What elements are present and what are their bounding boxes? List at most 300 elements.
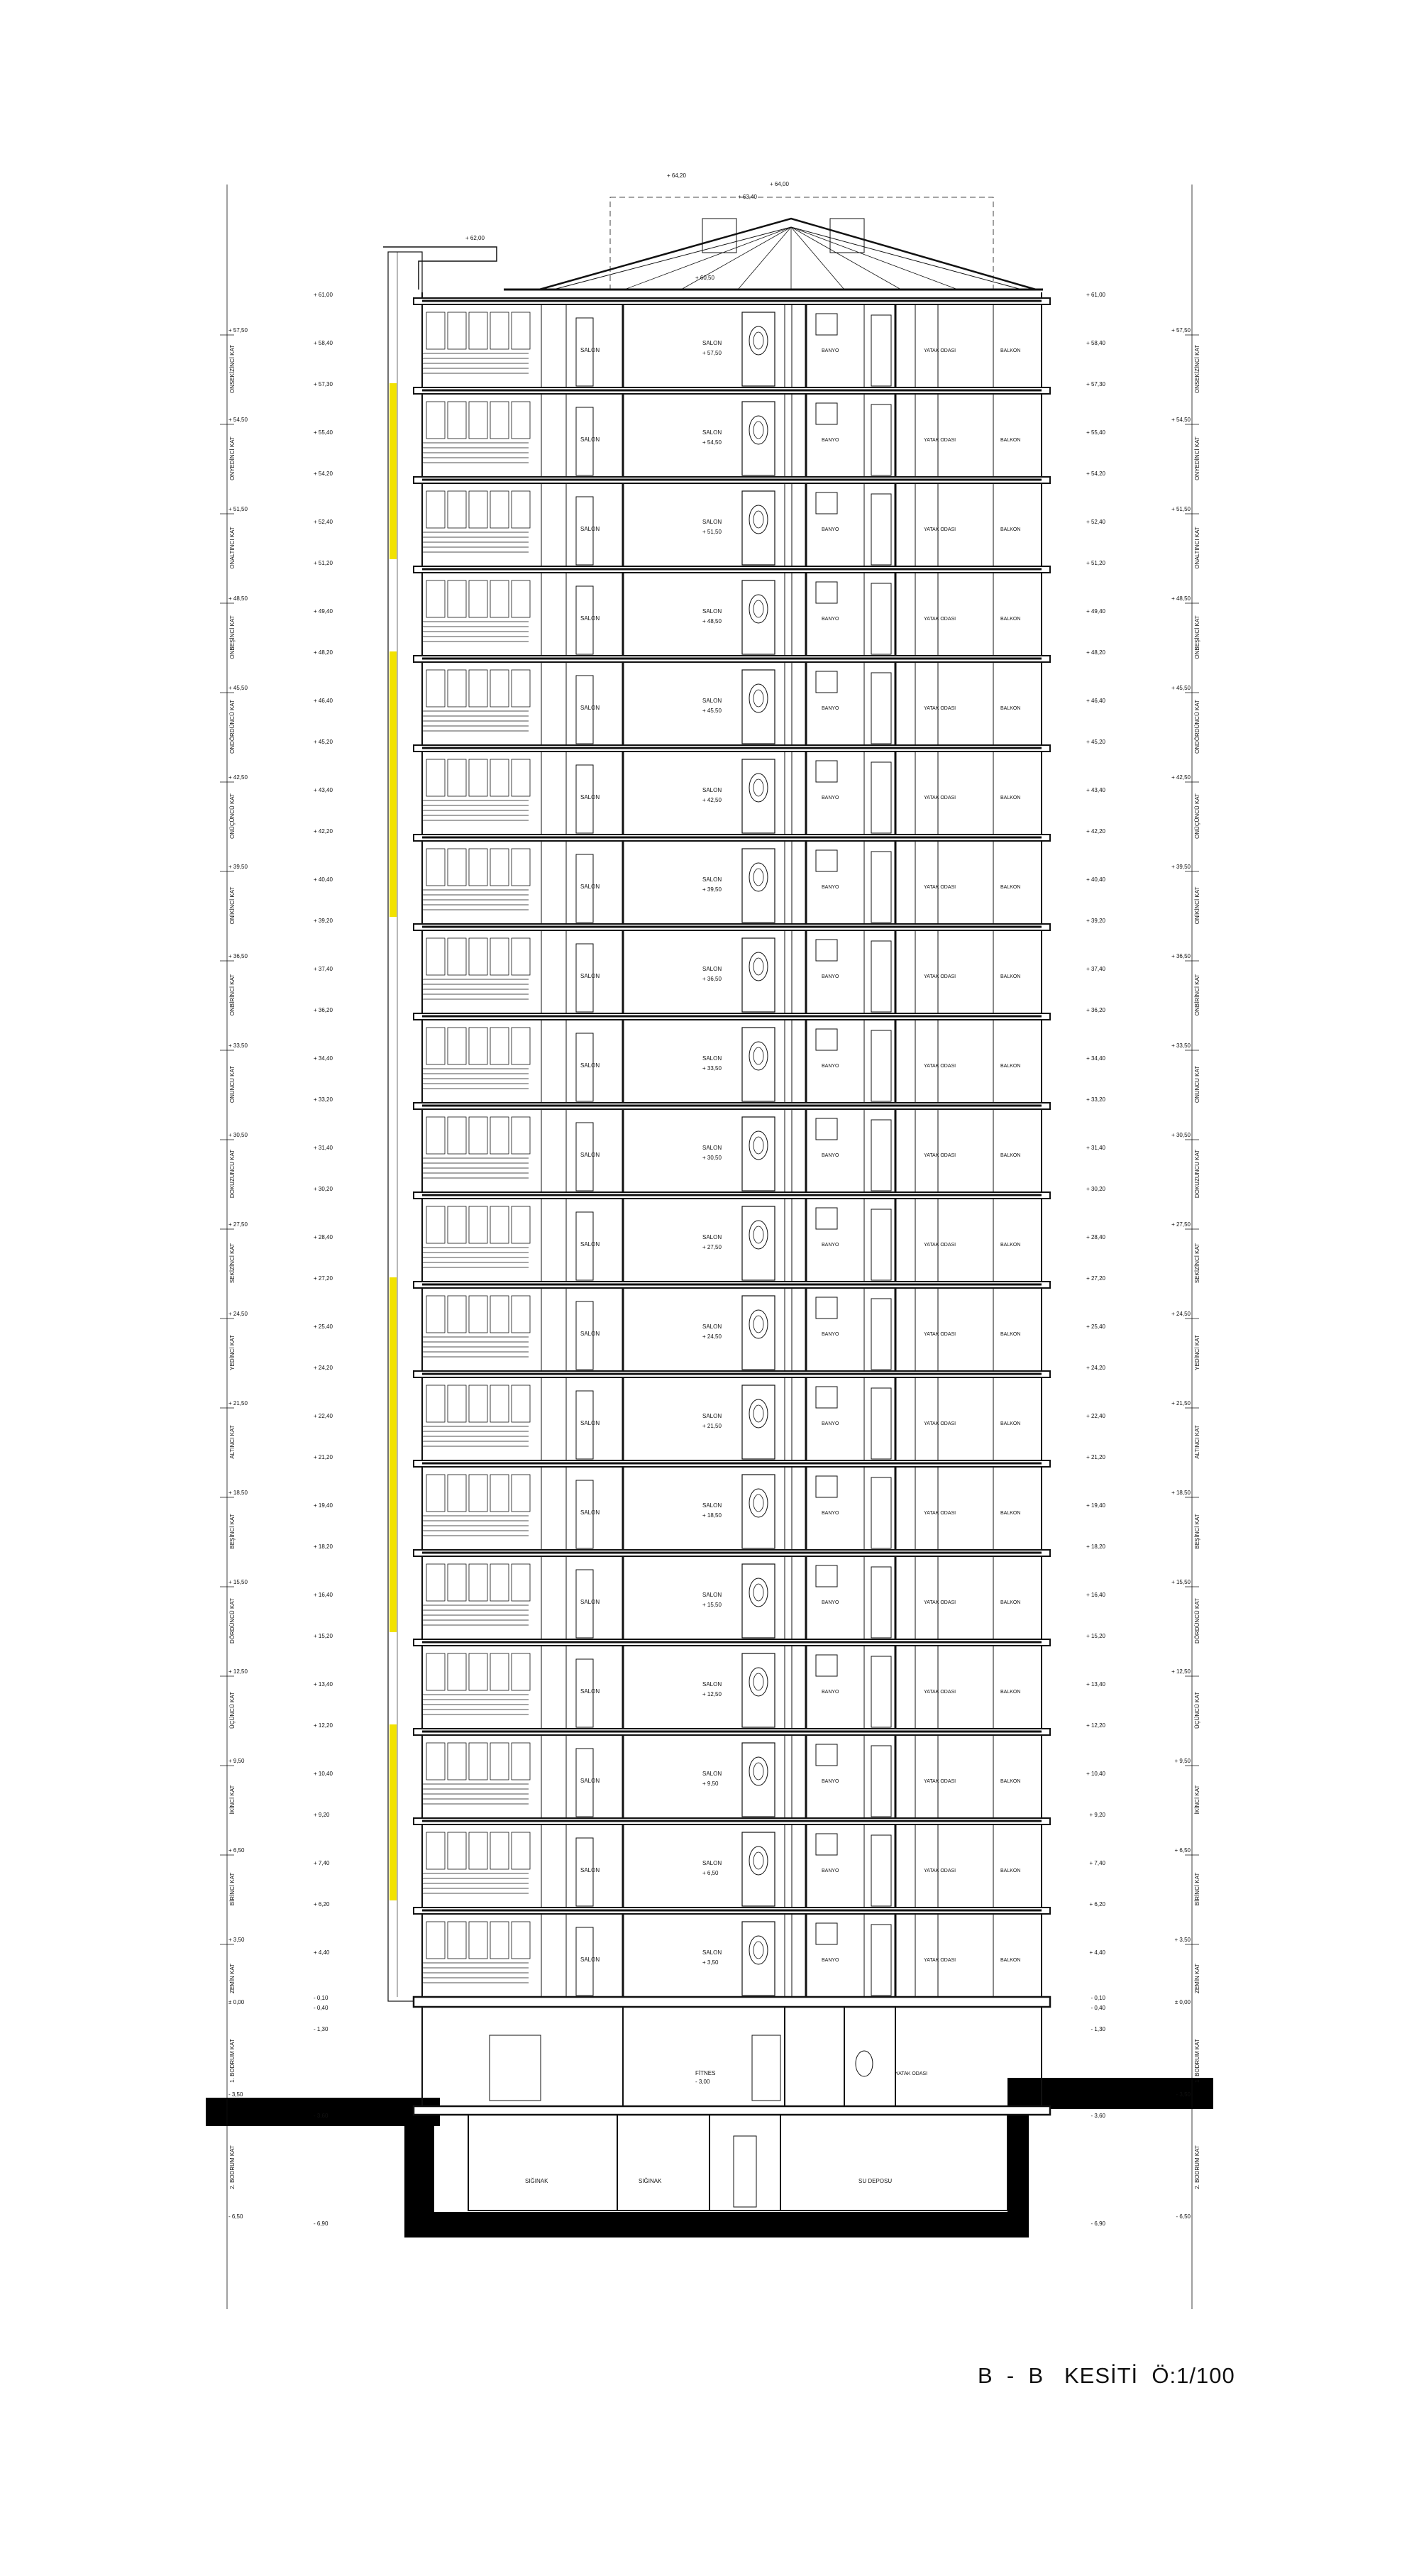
yellow-panel xyxy=(390,1277,397,1632)
door-medallion-inner xyxy=(753,779,763,796)
door-medallion-inner xyxy=(753,1852,763,1869)
roof-outline-dashed xyxy=(610,197,993,290)
window-pane xyxy=(490,1475,509,1512)
room-label-salon: SALON xyxy=(580,1778,600,1784)
door-medallion xyxy=(749,1310,768,1338)
room-label-salon: SALON xyxy=(580,526,600,532)
level-label: + 55,40 xyxy=(314,429,333,436)
floor-name: ONYEDİNCİ KAT xyxy=(229,436,236,480)
window-pane xyxy=(426,1296,445,1333)
floor-name: İKİNCİ KAT xyxy=(229,1785,236,1815)
level-label: - 6,90 xyxy=(1091,2220,1105,2227)
window-pane xyxy=(448,1743,466,1780)
room-label-bedroom: YATAK ODASI xyxy=(924,527,956,532)
room-label-water-tank: SU DEPOSU xyxy=(858,2178,893,2184)
room-label-salon-main: SALON xyxy=(702,966,722,972)
door-medallion xyxy=(749,774,768,802)
room-label-bedroom: YATAK ODASI xyxy=(924,1332,956,1337)
level-label: + 19,40 xyxy=(314,1502,333,1509)
room-label-salon-main: SALON xyxy=(702,519,722,525)
level-label: + 36,20 xyxy=(314,1007,333,1013)
level-label: - 0,40 xyxy=(314,2005,328,2011)
room-label-salon: SALON xyxy=(580,1241,600,1248)
window-pane xyxy=(448,1832,466,1869)
level-label: + 18,50 xyxy=(1171,1490,1191,1496)
level-label: + 25,40 xyxy=(1086,1323,1105,1330)
roof-elevation: + 60,50 xyxy=(695,275,714,281)
room-label-bedroom: YATAK ODASI xyxy=(924,885,956,890)
level-label: + 12,20 xyxy=(314,1722,333,1729)
window-pane xyxy=(426,312,445,349)
door-medallion-inner xyxy=(753,600,763,617)
bath-door xyxy=(871,1746,891,1817)
level-label: + 36,50 xyxy=(228,953,248,959)
floor-name: SEKİZİNCİ KAT xyxy=(1194,1243,1200,1284)
ground-slab xyxy=(414,1997,1050,2007)
window-pane xyxy=(469,938,487,975)
floor-name: ONBEŞİNCİ KAT xyxy=(229,615,236,659)
bath-window xyxy=(816,1476,837,1497)
door-medallion-inner xyxy=(753,1763,763,1780)
right-dimension-column xyxy=(1086,185,1200,2309)
window-pane xyxy=(469,1117,487,1154)
level-label: + 25,40 xyxy=(314,1323,333,1330)
basement1-door xyxy=(752,2035,780,2101)
level-label: - 0,10 xyxy=(1091,1995,1105,2001)
level-label: + 6,50 xyxy=(228,1847,245,1854)
level-label: + 33,20 xyxy=(1086,1096,1105,1103)
bath-window xyxy=(816,1029,837,1050)
floor-name: 2. BODRUM KAT xyxy=(1194,2145,1200,2189)
window-pane xyxy=(490,759,509,796)
level-label: + 54,20 xyxy=(314,470,333,477)
level-label: + 40,40 xyxy=(1086,876,1105,883)
level-label: + 45,50 xyxy=(228,685,248,691)
room-label-salon-main: SALON xyxy=(702,1681,722,1688)
room-label-bedroom: YATAK ODASI xyxy=(924,1511,956,1516)
room-label-balcony: BALKON xyxy=(1000,348,1021,353)
level-label: - 3,50 xyxy=(1176,2091,1191,2098)
level-label: + 43,40 xyxy=(314,787,333,793)
truss-member xyxy=(791,227,844,290)
door-medallion xyxy=(749,505,768,534)
roof-elevation: + 64,00 xyxy=(770,181,789,187)
bath-door xyxy=(871,1656,891,1727)
floor-name: YEDİNCİ KAT xyxy=(229,1335,236,1370)
bath-window xyxy=(816,1923,837,1944)
level-label: + 4,40 xyxy=(314,1949,330,1956)
bath-door xyxy=(871,1477,891,1548)
room-label-bath: BANYO xyxy=(822,348,839,353)
window-pane xyxy=(469,1296,487,1333)
bath-door xyxy=(871,1835,891,1906)
bath-door xyxy=(871,762,891,833)
floor-name: ONDÖRDÜNCÜ KAT xyxy=(1194,700,1200,754)
window-pane xyxy=(469,1922,487,1959)
bath-window xyxy=(816,403,837,424)
room-label-bedroom: YATAK ODASI xyxy=(924,617,956,622)
room-label-salon-main: SALON xyxy=(702,1145,722,1151)
window-pane xyxy=(512,759,530,796)
level-label: + 18,50 xyxy=(228,1490,248,1496)
room-label-salon: SALON xyxy=(580,1867,600,1873)
canopy xyxy=(383,247,497,290)
window-pane xyxy=(490,580,509,617)
level-label: + 24,50 xyxy=(1171,1311,1191,1317)
room-level: + 21,50 xyxy=(702,1423,722,1429)
level-label: + 45,20 xyxy=(1086,739,1105,745)
room-label-bedroom: YATAK ODASI xyxy=(924,1690,956,1695)
door-medallion xyxy=(749,326,768,355)
level-label: + 3,50 xyxy=(1174,1937,1191,1943)
roof-truss xyxy=(383,172,1043,290)
level-label: + 24,20 xyxy=(314,1365,333,1371)
window-pane xyxy=(469,1564,487,1601)
window-pane xyxy=(426,1117,445,1154)
bath-window xyxy=(816,1655,837,1676)
floor-name: DOKUZUNCU KAT xyxy=(1194,1149,1200,1199)
bath-door xyxy=(871,852,891,923)
window-pane xyxy=(448,1385,466,1422)
door-medallion-inner xyxy=(753,690,763,707)
level-label: + 58,40 xyxy=(314,340,333,346)
window-pane xyxy=(490,402,509,439)
level-label: + 12,20 xyxy=(1086,1722,1105,1729)
bath-door xyxy=(871,1209,891,1280)
room-level: - 3,00 xyxy=(695,2079,710,2085)
bath-door xyxy=(871,673,891,744)
level-label: + 7,40 xyxy=(1089,1860,1105,1866)
level-label: + 61,00 xyxy=(314,292,333,298)
window-pane xyxy=(512,1206,530,1243)
door-medallion xyxy=(749,1846,768,1875)
level-label: + 12,50 xyxy=(228,1668,248,1675)
level-label: + 6,50 xyxy=(1174,1847,1191,1854)
floor-name: DÖRDÜNCÜ KAT xyxy=(229,1598,236,1644)
floor-name: 1. BODRUM KAT xyxy=(1194,2039,1200,2083)
level-label: + 48,50 xyxy=(1171,595,1191,602)
door-medallion-inner xyxy=(753,869,763,886)
level-label: + 57,50 xyxy=(228,327,248,334)
window-pane xyxy=(490,938,509,975)
room-label-bath: BANYO xyxy=(822,527,839,532)
window-pane xyxy=(512,1564,530,1601)
door-medallion-inner xyxy=(753,1137,763,1154)
level-label: + 42,50 xyxy=(228,774,248,781)
room-label-bedroom: YATAK ODASI xyxy=(924,1064,956,1069)
room-label-salon-main: SALON xyxy=(702,1860,722,1866)
bath-door xyxy=(871,494,891,565)
room-level: + 42,50 xyxy=(702,797,722,803)
window-pane xyxy=(426,402,445,439)
door-medallion-inner xyxy=(753,1942,763,1959)
room-label-bath: BANYO xyxy=(822,1243,839,1248)
floor-name: BEŞİNCİ KAT xyxy=(229,1514,236,1549)
window-pane xyxy=(426,1653,445,1690)
level-label: + 27,50 xyxy=(228,1221,248,1228)
door-medallion-inner xyxy=(753,1673,763,1690)
room-label-bedroom: YATAK ODASI xyxy=(924,706,956,711)
level-label: + 9,50 xyxy=(1174,1758,1191,1764)
window-pane xyxy=(448,1206,466,1243)
level-label: + 31,40 xyxy=(314,1145,333,1151)
level-label: + 15,50 xyxy=(228,1579,248,1585)
level-label: - 3,60 xyxy=(1091,2113,1105,2119)
window-pane xyxy=(490,1653,509,1690)
bath-window xyxy=(816,1297,837,1319)
room-label-balcony: BALKON xyxy=(1000,1690,1021,1695)
room-label-bath: BANYO xyxy=(822,974,839,979)
room-label-balcony: BALKON xyxy=(1000,1868,1021,1873)
level-label: + 9,50 xyxy=(228,1758,245,1764)
window-pane xyxy=(512,1117,530,1154)
window-pane xyxy=(426,1922,445,1959)
room-label-bath: BANYO xyxy=(822,1958,839,1963)
door-medallion xyxy=(749,1221,768,1249)
level-label: + 30,20 xyxy=(314,1186,333,1192)
room-label-salon: SALON xyxy=(580,1152,600,1158)
level-label: + 13,40 xyxy=(1086,1681,1105,1688)
floor-name: ONBİRİNCİ KAT xyxy=(229,974,236,1016)
bath-door xyxy=(871,1567,891,1638)
level-label: + 51,20 xyxy=(1086,560,1105,566)
floor-name: ONBİRİNCİ KAT xyxy=(1194,974,1200,1016)
room-label-salon: SALON xyxy=(580,1509,600,1516)
room-label-salon-main: SALON xyxy=(702,698,722,704)
floor-name: ALTINCI KAT xyxy=(1194,1425,1200,1459)
floor-name: 2. BODRUM KAT xyxy=(229,2145,236,2189)
window-pane xyxy=(426,1385,445,1422)
bath-window xyxy=(816,582,837,603)
room-level: + 12,50 xyxy=(702,1691,722,1697)
basement1-medallion xyxy=(856,2051,873,2076)
window-pane xyxy=(469,402,487,439)
level-label: + 18,20 xyxy=(314,1543,333,1550)
drawing-title: B - B KESİTİ Ö:1/100 xyxy=(978,2363,1235,2388)
door-medallion-inner xyxy=(753,1226,763,1243)
window-pane xyxy=(490,670,509,707)
window-pane xyxy=(512,402,530,439)
level-label: + 22,40 xyxy=(314,1413,333,1419)
door-medallion-inner xyxy=(753,958,763,975)
room-label-salon: SALON xyxy=(580,436,600,443)
room-label-salon-main: SALON xyxy=(702,1771,722,1777)
level-label: + 45,50 xyxy=(1171,685,1191,691)
roof-elevation: + 64,20 xyxy=(667,172,686,179)
room-label-bath: BANYO xyxy=(822,1064,839,1069)
window-pane xyxy=(490,1832,509,1869)
window-pane xyxy=(448,312,466,349)
window-pane xyxy=(426,1564,445,1601)
level-label: + 13,40 xyxy=(314,1681,333,1688)
basement2-outline xyxy=(468,2115,1007,2211)
window-pane xyxy=(490,1296,509,1333)
level-label: + 49,40 xyxy=(314,608,333,615)
window-pane xyxy=(490,491,509,528)
level-label: - 1,30 xyxy=(314,2026,328,2032)
level-label: - 3,60 xyxy=(314,2113,328,2119)
window-pane xyxy=(426,1028,445,1064)
room-label-salon-main: SALON xyxy=(702,787,722,793)
room-label-salon: SALON xyxy=(580,973,600,979)
level-label: + 3,50 xyxy=(228,1937,245,1943)
room-label-salon-main: SALON xyxy=(702,1592,722,1598)
room-label-salon: SALON xyxy=(580,705,600,711)
floor-name: BEŞİNCİ KAT xyxy=(1194,1514,1200,1549)
window-pane xyxy=(512,1743,530,1780)
level-label: + 16,40 xyxy=(1086,1592,1105,1598)
room-label-balcony: BALKON xyxy=(1000,1153,1021,1158)
bath-window xyxy=(816,1565,837,1587)
window-pane xyxy=(448,402,466,439)
level-label: + 42,50 xyxy=(1171,774,1191,781)
level-label: + 27,20 xyxy=(1086,1275,1105,1282)
window-pane xyxy=(490,1206,509,1243)
window-pane xyxy=(448,1653,466,1690)
level-label: + 7,40 xyxy=(314,1860,330,1866)
room-label-balcony: BALKON xyxy=(1000,527,1021,532)
level-label: ± 0,00 xyxy=(228,1999,245,2005)
room-label-salon: SALON xyxy=(580,1599,600,1605)
window-pane xyxy=(469,580,487,617)
level-label: + 52,40 xyxy=(1086,519,1105,525)
level-label: + 39,20 xyxy=(314,918,333,924)
window-pane xyxy=(426,1475,445,1512)
room-level: + 24,50 xyxy=(702,1333,722,1340)
window-pane xyxy=(448,1117,466,1154)
room-level: + 57,50 xyxy=(702,350,722,356)
room-label-bedroom: YATAK ODASI xyxy=(924,1868,956,1873)
level-label: - 1,30 xyxy=(1091,2026,1105,2032)
floor-name: ONÜÇÜNCÜ KAT xyxy=(1194,793,1200,839)
level-label: + 27,20 xyxy=(314,1275,333,1282)
level-label: + 54,20 xyxy=(1086,470,1105,477)
window-pane xyxy=(469,1385,487,1422)
level-label: - 0,40 xyxy=(1091,2005,1105,2011)
room-label-bath: BANYO xyxy=(822,1511,839,1516)
door-medallion-inner xyxy=(753,1495,763,1512)
window-pane xyxy=(469,1475,487,1512)
window-pane xyxy=(469,1206,487,1243)
floor-name: ONUNCU KAT xyxy=(229,1065,236,1103)
floor-name: İKİNCİ KAT xyxy=(1194,1785,1200,1815)
room-label-balcony: BALKON xyxy=(1000,1243,1021,1248)
ground-right-wall xyxy=(1007,2098,1029,2238)
level-label: + 42,20 xyxy=(1086,828,1105,835)
window-pane xyxy=(448,1028,466,1064)
room-label-bedroom: YATAK ODASI xyxy=(924,1421,956,1426)
floor-name: ONSEKİZİNCİ KAT xyxy=(229,344,236,394)
floor-name: ZEMİN KAT xyxy=(1194,1963,1200,1994)
room-label-bedroom: YATAK ODASI xyxy=(924,438,956,443)
window-pane xyxy=(448,580,466,617)
level-label: + 57,30 xyxy=(1086,381,1105,387)
room-label-bedroom: YATAK ODASI xyxy=(924,1153,956,1158)
yellow-panel xyxy=(390,1724,397,1900)
level-label: + 19,40 xyxy=(1086,1502,1105,1509)
floor-name: ONDÖRDÜNCÜ KAT xyxy=(229,700,236,754)
floor-name: ONYEDİNCİ KAT xyxy=(1194,436,1200,480)
building-section xyxy=(388,252,1050,2211)
door-medallion xyxy=(749,1489,768,1517)
window-pane xyxy=(469,849,487,886)
level-label: + 55,40 xyxy=(1086,429,1105,436)
level-label: ± 0,00 xyxy=(1174,1999,1191,2005)
level-label: + 9,20 xyxy=(314,1812,330,1818)
room-label-bath: BANYO xyxy=(822,885,839,890)
truss-member xyxy=(738,227,791,290)
door-medallion xyxy=(749,1936,768,1964)
window-pane xyxy=(490,1028,509,1064)
room-label-salon: SALON xyxy=(580,615,600,622)
room-label-bath: BANYO xyxy=(822,796,839,800)
level-label: + 36,20 xyxy=(1086,1007,1105,1013)
room-label-balcony: BALKON xyxy=(1000,1421,1021,1426)
room-label-bath: BANYO xyxy=(822,706,839,711)
level-label: - 3,50 xyxy=(228,2091,243,2098)
level-label: + 21,50 xyxy=(1171,1400,1191,1407)
door-medallion-inner xyxy=(753,1405,763,1422)
truss-member xyxy=(791,227,958,290)
level-label: + 34,40 xyxy=(314,1055,333,1062)
room-label-bath: BANYO xyxy=(822,1332,839,1337)
level-label: + 15,20 xyxy=(1086,1633,1105,1639)
floor-name: DOKUZUNCU KAT xyxy=(229,1149,236,1199)
window-pane xyxy=(512,580,530,617)
level-label: + 34,40 xyxy=(1086,1055,1105,1062)
level-label: + 24,50 xyxy=(228,1311,248,1317)
roof-rafter-inner xyxy=(553,227,1022,290)
basement1-door xyxy=(490,2035,541,2101)
level-label: + 46,40 xyxy=(314,698,333,704)
window-pane xyxy=(426,759,445,796)
level-label: + 12,50 xyxy=(1171,1668,1191,1675)
bath-window xyxy=(816,850,837,871)
bath-window xyxy=(816,761,837,782)
level-label: + 15,50 xyxy=(1171,1579,1191,1585)
bath-window xyxy=(816,1744,837,1766)
room-label-salon: SALON xyxy=(580,1062,600,1069)
level-label: + 49,40 xyxy=(1086,608,1105,615)
room-label-fitness: FİTNES xyxy=(695,2070,716,2076)
door-medallion xyxy=(749,1131,768,1160)
window-pane xyxy=(448,1296,466,1333)
door-medallion-inner xyxy=(753,1047,763,1064)
bath-window xyxy=(816,1208,837,1229)
bath-window xyxy=(816,314,837,335)
room-label-bath: BANYO xyxy=(822,1779,839,1784)
bath-window xyxy=(816,671,837,693)
window-pane xyxy=(512,1922,530,1959)
floor-name: 1. BODRUM KAT xyxy=(229,2039,236,2083)
level-label: + 37,40 xyxy=(314,966,333,972)
level-label: + 33,20 xyxy=(314,1096,333,1103)
room-label-balcony: BALKON xyxy=(1000,974,1021,979)
level-label: + 27,50 xyxy=(1171,1221,1191,1228)
level-label: + 21,20 xyxy=(1086,1454,1105,1460)
level-label: + 9,20 xyxy=(1089,1812,1105,1818)
room-label-bedroom: YATAK ODASI xyxy=(895,2071,928,2076)
level-label: + 57,30 xyxy=(314,381,333,387)
level-label: + 31,40 xyxy=(1086,1145,1105,1151)
level-label: + 54,50 xyxy=(1171,417,1191,423)
bath-door xyxy=(871,1030,891,1101)
level-label: + 39,50 xyxy=(1171,864,1191,870)
room-label-bedroom: YATAK ODASI xyxy=(924,796,956,800)
room-label-bath: BANYO xyxy=(822,1868,839,1873)
bath-door xyxy=(871,1925,891,1996)
left-dimension-column xyxy=(220,185,333,2309)
